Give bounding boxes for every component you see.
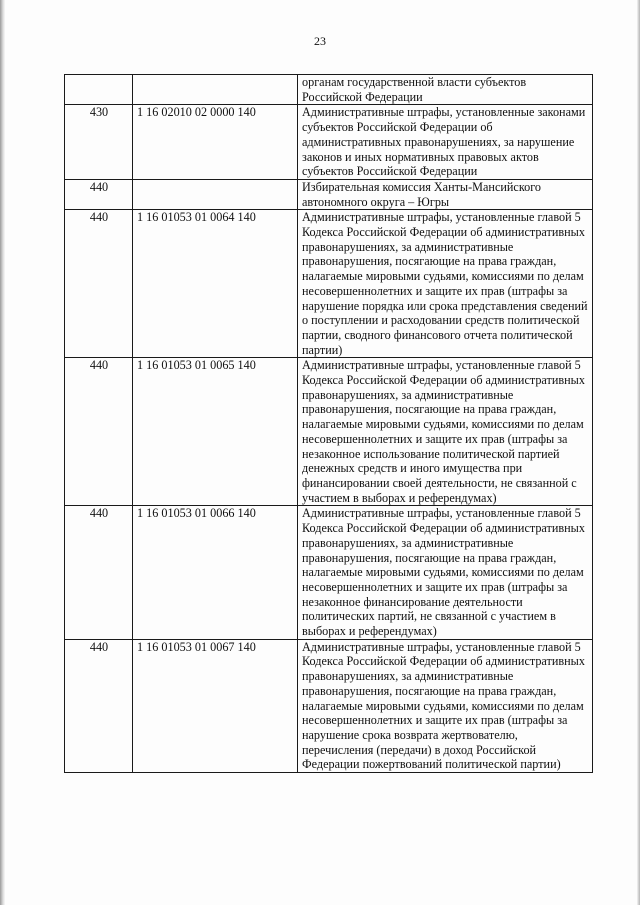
admin-code-cell bbox=[65, 75, 133, 105]
page-number: 23 bbox=[314, 34, 326, 48]
table-row bbox=[65, 179, 593, 209]
table-row bbox=[65, 105, 593, 180]
admin-code-cell: 430 bbox=[65, 105, 133, 180]
table-row bbox=[65, 210, 593, 358]
description-cell: Административные штрафы, установленные главой 5 Кодекса Российской Федерации об административных правонарушениях, за административные правонарушения, посягающие на права граждан, налагаемые мировыми судьями, комиссиями по делам несовершеннолетних и защите их прав (штрафы за незаконное использование политической партией денежных средств и иного имущества при финансировании своей деятельности, не связанной с участием в выборах и референдумах) bbox=[298, 358, 593, 506]
admin-code-cell: 440 bbox=[65, 639, 133, 772]
table-row bbox=[65, 75, 593, 105]
table-row bbox=[65, 639, 593, 772]
description-cell: органам государственной власти субъектов Российской Федерации bbox=[298, 75, 593, 105]
admin-code-cell: 440 bbox=[65, 506, 133, 639]
budget-code-cell: 1 16 01053 01 0064 140 bbox=[133, 210, 298, 358]
budget-code-cell: 1 16 01053 01 0065 140 bbox=[133, 358, 298, 506]
description-cell: Административные штрафы, установленные главой 5 Кодекса Российской Федерации об административных правонарушениях, за административные правонарушения, посягающие на права граждан, налагаемые мировыми судьями, комиссиями по делам несовершеннолетних и защите их прав (штрафы за нарушение порядка или срока представления сведений о поступлении и расходовании средств политической партии, сводного финансового отчета политической партии) bbox=[298, 210, 593, 358]
admin-code-cell: 440 bbox=[65, 179, 133, 209]
budget-code-cell bbox=[133, 179, 298, 209]
budget-code-cell: 1 16 02010 02 0000 140 bbox=[133, 105, 298, 180]
budget-code-table bbox=[64, 74, 593, 773]
budget-code-cell: 1 16 01053 01 0067 140 bbox=[133, 639, 298, 772]
admin-code-cell: 440 bbox=[65, 210, 133, 358]
budget-code-cell: 1 16 01053 01 0066 140 bbox=[133, 506, 298, 639]
table-row bbox=[65, 506, 593, 639]
budget-code-cell bbox=[133, 75, 298, 105]
description-cell: Административные штрафы, установленные главой 5 Кодекса Российской Федерации об административных правонарушениях, за административные правонарушения, посягающие на права граждан, налагаемые мировыми судьями, комиссиями по делам несовершеннолетних и защите их прав (штрафы за нарушение срока возврата жертвователю, перечисления (передачи) в доход Российской Федерации пожертвований политической партии) bbox=[298, 639, 593, 772]
description-cell: Административные штрафы, установленные законами субъектов Российской Федерации об административных правонарушениях, за нарушение законов и иных нормативных правовых актов субъектов Российской Федерации bbox=[298, 105, 593, 180]
table-row bbox=[65, 358, 593, 506]
admin-code-cell: 440 bbox=[65, 358, 133, 506]
description-cell: Административные штрафы, установленные главой 5 Кодекса Российской Федерации об административных правонарушениях, за административные правонарушения, посягающие на права граждан, налагаемые мировыми судьями, комиссиями по делам несовершеннолетних и защите их прав (штрафы за незаконное финансирование деятельности политических партий, не связанной с участием в выборах и референдумах) bbox=[298, 506, 593, 639]
description-cell: Избирательная комиссия Ханты-Мансийского автономного округа – Югры bbox=[298, 179, 593, 209]
scan-edge-left bbox=[0, 0, 5, 905]
